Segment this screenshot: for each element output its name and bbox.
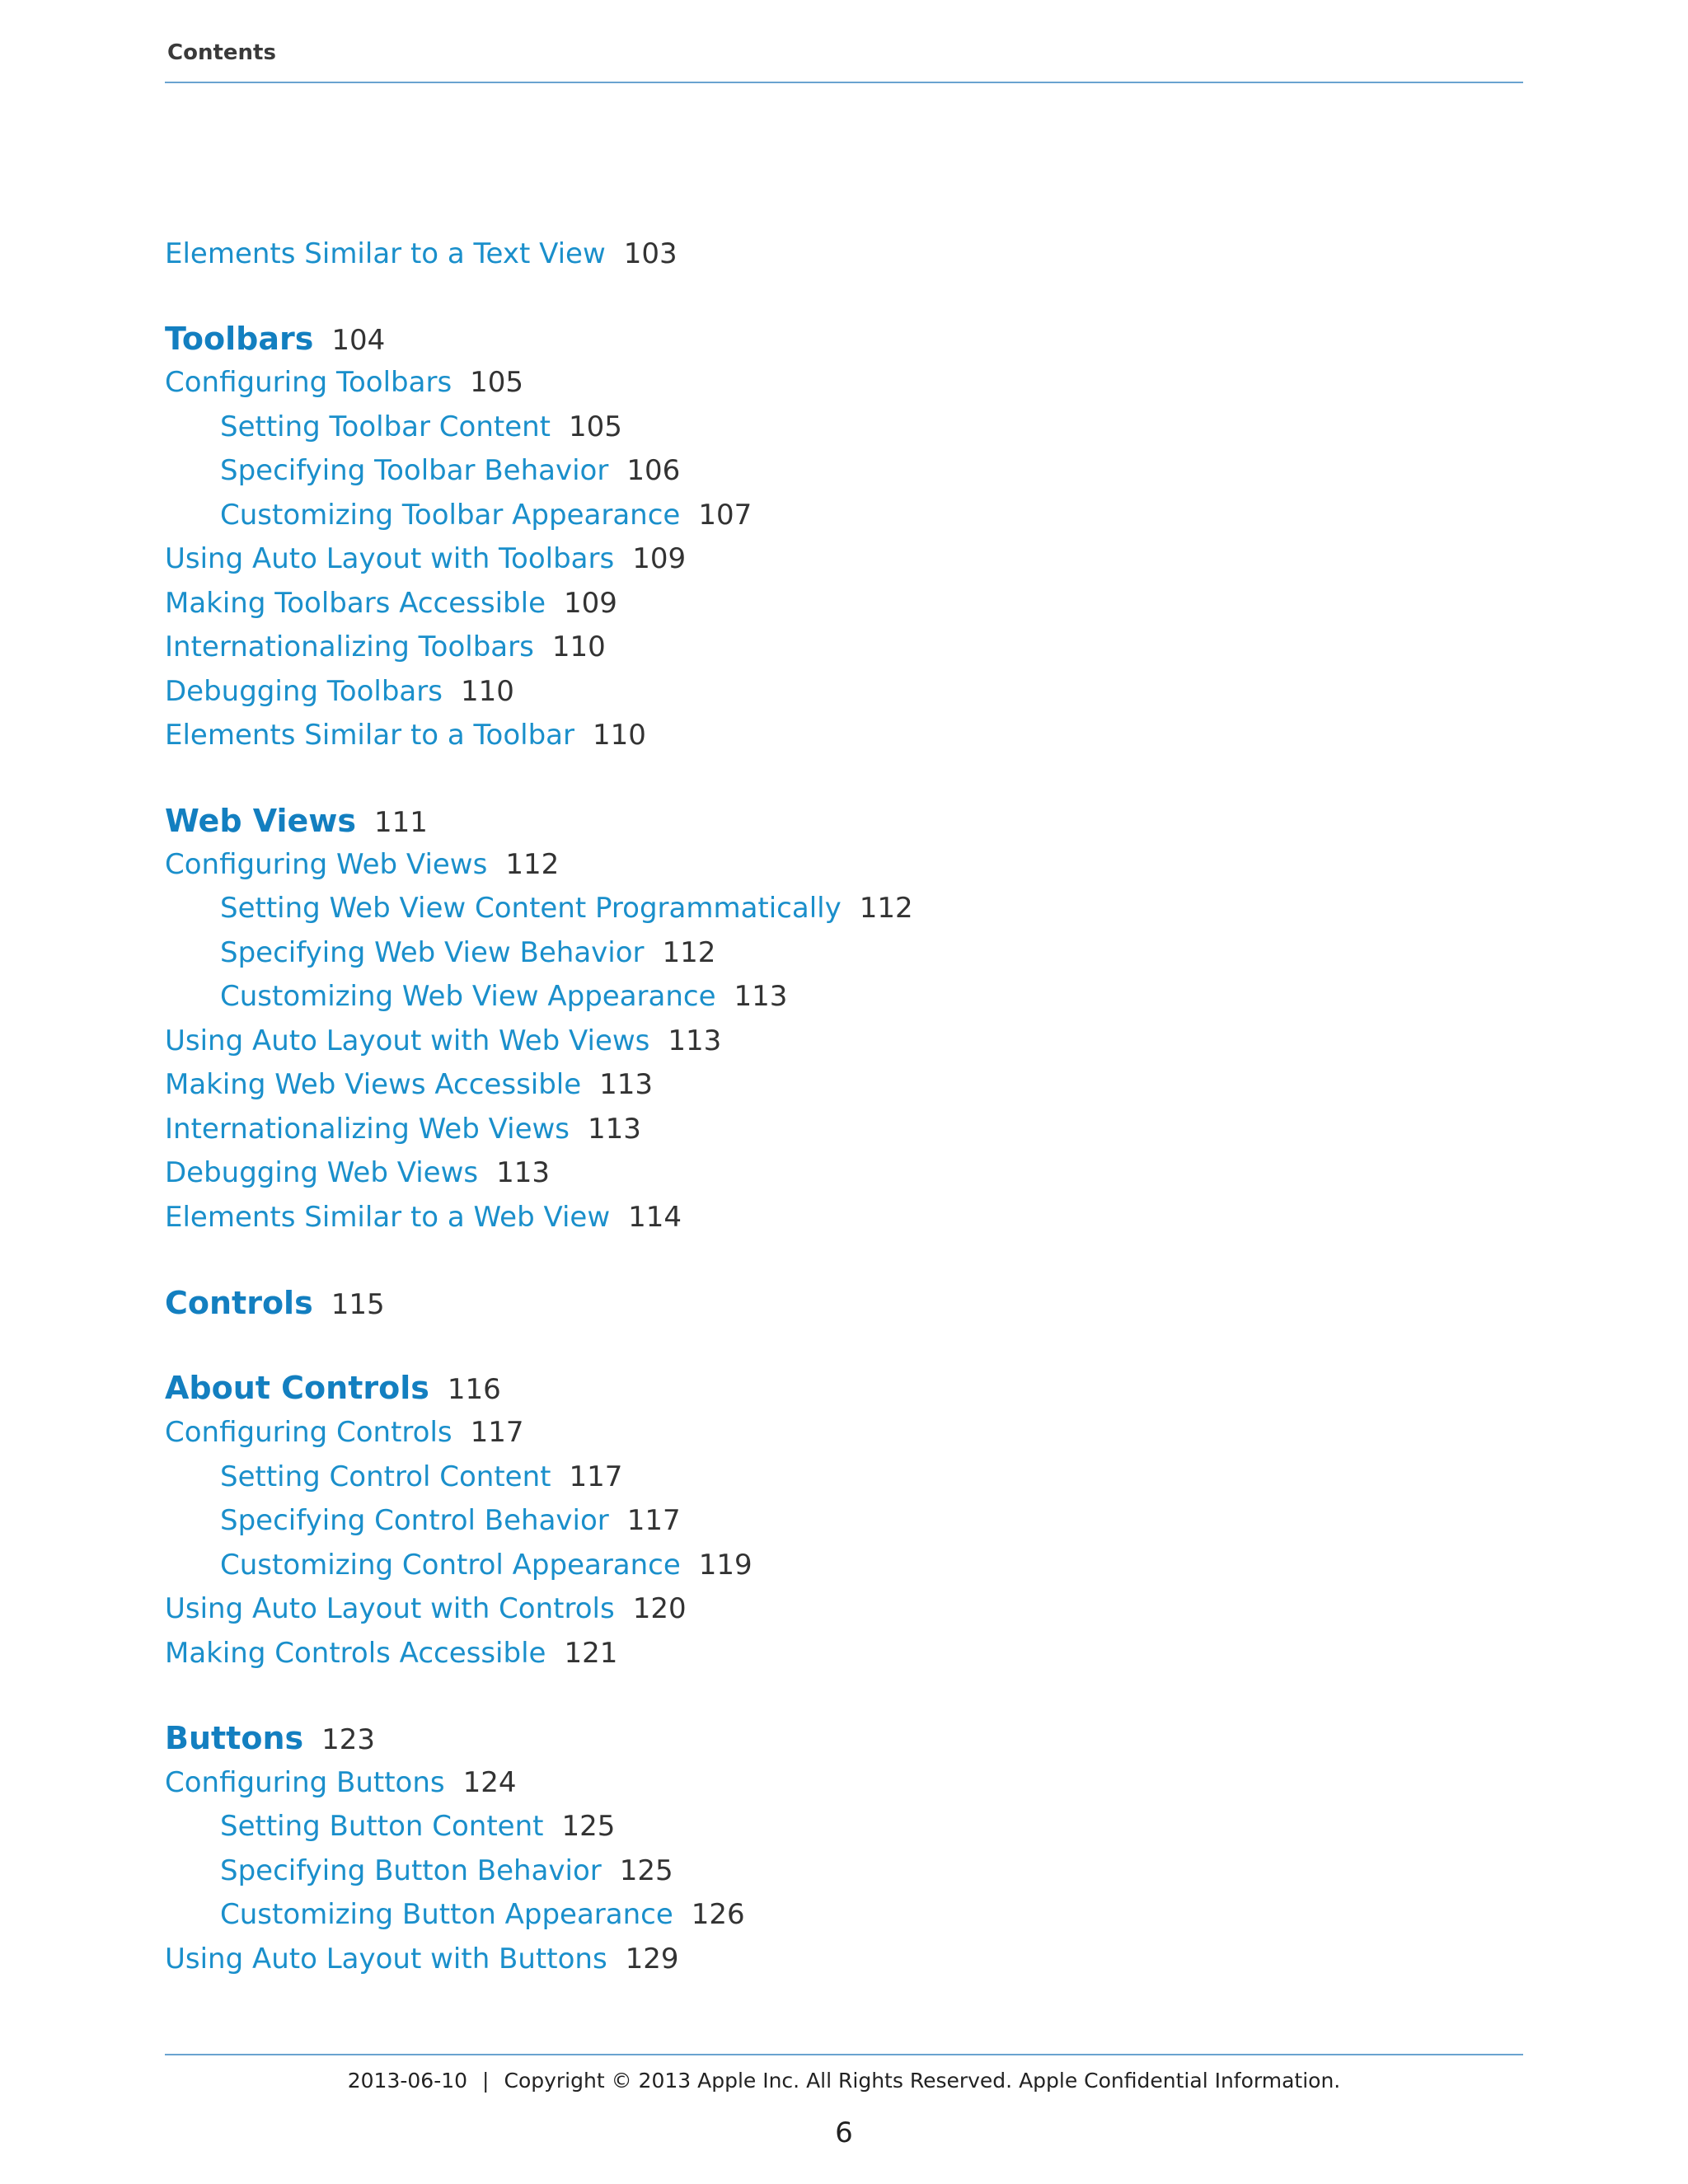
toc-page-number: 125	[619, 1854, 673, 1887]
toc-entry-title[interactable]: Internationalizing Web Views	[165, 1113, 570, 1146]
toc-page-number: 120	[632, 1592, 687, 1625]
toc-entry[interactable]	[165, 629, 606, 665]
toc-entry-title[interactable]: Customizing Toolbar Appearance	[220, 499, 681, 532]
footer-separator: |	[482, 2069, 490, 2093]
toc-chapter[interactable]	[165, 1370, 501, 1408]
toc-entry[interactable]	[220, 497, 752, 533]
toc-page-number: 109	[632, 542, 687, 575]
toc-entry-title[interactable]: Using Auto Layout with Buttons	[165, 1943, 607, 1975]
toc-entry-title[interactable]: Making Controls Accessible	[165, 1637, 546, 1670]
toc-page-number: 110	[592, 719, 646, 752]
toc-entry-title[interactable]: Setting Toolbar Content	[220, 410, 551, 443]
toc-entry[interactable]	[165, 1765, 517, 1801]
toc-entry-title[interactable]: Using Auto Layout with Web Views	[165, 1024, 650, 1057]
toc-page-number: 123	[321, 1723, 376, 1756]
toc-entry-title[interactable]: Specifying Web View Behavior	[220, 936, 645, 969]
footer-copyright: Copyright © 2013 Apple Inc. All Rights Reserved. Apple Confidential Information.	[504, 2069, 1341, 2093]
toc-page-number: 110	[551, 630, 606, 663]
toc-entry[interactable]	[165, 846, 559, 883]
toc-page-number: 113	[734, 980, 788, 1013]
toc-entry[interactable]	[165, 1155, 550, 1191]
toc-entry[interactable]	[165, 1066, 653, 1103]
toc-page-number: 126	[691, 1898, 745, 1931]
toc-entry-title[interactable]: Customizing Button Appearance	[220, 1898, 673, 1931]
toc-page-number: 105	[569, 410, 622, 443]
footer-line	[0, 2068, 1688, 2094]
toc-page-number: 116	[447, 1373, 501, 1406]
toc-entry[interactable]	[220, 1459, 622, 1495]
toc-page-number: 110	[460, 675, 514, 708]
toc-entry-title[interactable]: Using Auto Layout with Toolbars	[165, 542, 615, 575]
toc-entry[interactable]	[220, 1808, 615, 1844]
toc-chapter[interactable]	[165, 803, 428, 841]
toc-page-number: 105	[470, 366, 524, 399]
toc-entry-title[interactable]: Setting Control Content	[220, 1460, 551, 1493]
toc-entry-title[interactable]: Elements Similar to a Web View	[165, 1201, 611, 1234]
toc-entry[interactable]	[220, 1502, 681, 1539]
page-number: 6	[835, 2116, 853, 2149]
toc-entry[interactable]	[220, 978, 787, 1015]
header-rule	[165, 82, 1523, 83]
footer-rule	[165, 2054, 1523, 2055]
toc-page-number: 124	[462, 1766, 517, 1799]
toc-page-number: 121	[564, 1637, 618, 1670]
toc-entry[interactable]	[165, 364, 523, 401]
toc-entry[interactable]	[220, 1853, 673, 1889]
toc-entry-title[interactable]: Making Web Views Accessible	[165, 1068, 582, 1101]
toc-entry-title[interactable]: About Controls	[165, 1370, 429, 1406]
toc-entry[interactable]	[220, 935, 715, 971]
toc-entry[interactable]	[165, 236, 678, 272]
toc-entry-title[interactable]: Specifying Button Behavior	[220, 1854, 602, 1887]
toc-entry-title[interactable]: Toolbars	[165, 321, 314, 357]
toc-page-number: 113	[599, 1068, 654, 1101]
toc-entry-title[interactable]: Controls	[165, 1285, 313, 1321]
toc-entry-title[interactable]: Configuring Web Views	[165, 848, 488, 881]
toc-entry-title[interactable]: Configuring Buttons	[165, 1766, 445, 1799]
toc-page-number: 114	[628, 1201, 682, 1234]
toc-entry[interactable]	[165, 1199, 682, 1235]
toc-entry[interactable]	[165, 1941, 679, 1977]
toc-entry[interactable]	[165, 1111, 641, 1147]
toc-chapter[interactable]	[165, 1720, 375, 1758]
toc-page-number: 129	[625, 1943, 679, 1975]
toc-page-number: 119	[698, 1549, 753, 1582]
toc-entry[interactable]	[165, 585, 617, 621]
toc-entry[interactable]	[220, 1547, 753, 1583]
toc-entry-title[interactable]: Buttons	[165, 1720, 304, 1756]
toc-page-number: 112	[859, 892, 913, 925]
toc-entry[interactable]	[165, 1591, 687, 1627]
toc-chapter[interactable]	[165, 321, 385, 359]
toc-page-number: 112	[662, 936, 716, 969]
toc-entry-title[interactable]: Specifying Control Behavior	[220, 1504, 609, 1537]
toc-entry[interactable]	[220, 1896, 745, 1933]
toc-entry-title[interactable]: Customizing Web View Appearance	[220, 980, 716, 1013]
toc-page-number: 117	[470, 1416, 524, 1449]
header-title: Contents	[167, 40, 276, 65]
toc-page-number: 112	[505, 848, 560, 881]
toc-entry[interactable]	[220, 452, 680, 489]
toc-entry-title[interactable]: Using Auto Layout with Controls	[165, 1592, 615, 1625]
toc-entry[interactable]	[165, 1023, 721, 1059]
toc-entry-title[interactable]: Debugging Toolbars	[165, 675, 443, 708]
toc-page-number: 111	[374, 806, 428, 839]
toc-entry[interactable]	[165, 717, 646, 753]
toc-page-number: 113	[496, 1156, 551, 1189]
toc-entry[interactable]	[220, 409, 622, 445]
toc-entry-title[interactable]: Web Views	[165, 803, 357, 839]
toc-entry[interactable]	[165, 541, 686, 577]
toc-page-number: 117	[626, 1504, 681, 1537]
toc-entry[interactable]	[220, 890, 913, 926]
toc-entry-title[interactable]: Debugging Web Views	[165, 1156, 479, 1189]
toc-page-number: 103	[623, 237, 678, 270]
toc-entry[interactable]	[165, 673, 514, 710]
toc-page-number: 113	[588, 1113, 641, 1146]
toc-page-number: 117	[569, 1460, 623, 1493]
toc-entry-title[interactable]: Configuring Toolbars	[165, 366, 452, 399]
toc-entry-title[interactable]: Internationalizing Toolbars	[165, 630, 534, 663]
footer-date: 2013-06-10	[347, 2069, 468, 2093]
toc-page-number: 109	[564, 587, 617, 620]
toc-page-number: 125	[561, 1810, 616, 1843]
toc-page-number: 113	[668, 1024, 722, 1057]
toc-entry[interactable]	[165, 1414, 524, 1451]
toc-chapter[interactable]	[165, 1285, 385, 1323]
toc-entry[interactable]	[165, 1635, 617, 1671]
toc-entry-title[interactable]: Making Toolbars Accessible	[165, 587, 546, 620]
toc-entry-title[interactable]: Setting Web View Content Programmatically	[220, 892, 842, 925]
toc-page-number: 115	[331, 1288, 385, 1321]
toc-entry-title[interactable]: Specifying Toolbar Behavior	[220, 454, 609, 487]
toc-page-number: 104	[331, 324, 386, 357]
toc-entry-title[interactable]: Elements Similar to a Text View	[165, 237, 606, 270]
toc-entry-title[interactable]: Setting Button Content	[220, 1810, 544, 1843]
toc-page-number: 107	[698, 499, 753, 532]
toc-entry-title[interactable]: Elements Similar to a Toolbar	[165, 719, 574, 752]
toc-entry-title[interactable]: Customizing Control Appearance	[220, 1549, 681, 1582]
toc-page-number: 106	[626, 454, 681, 487]
toc-entry-title[interactable]: Configuring Controls	[165, 1416, 452, 1449]
